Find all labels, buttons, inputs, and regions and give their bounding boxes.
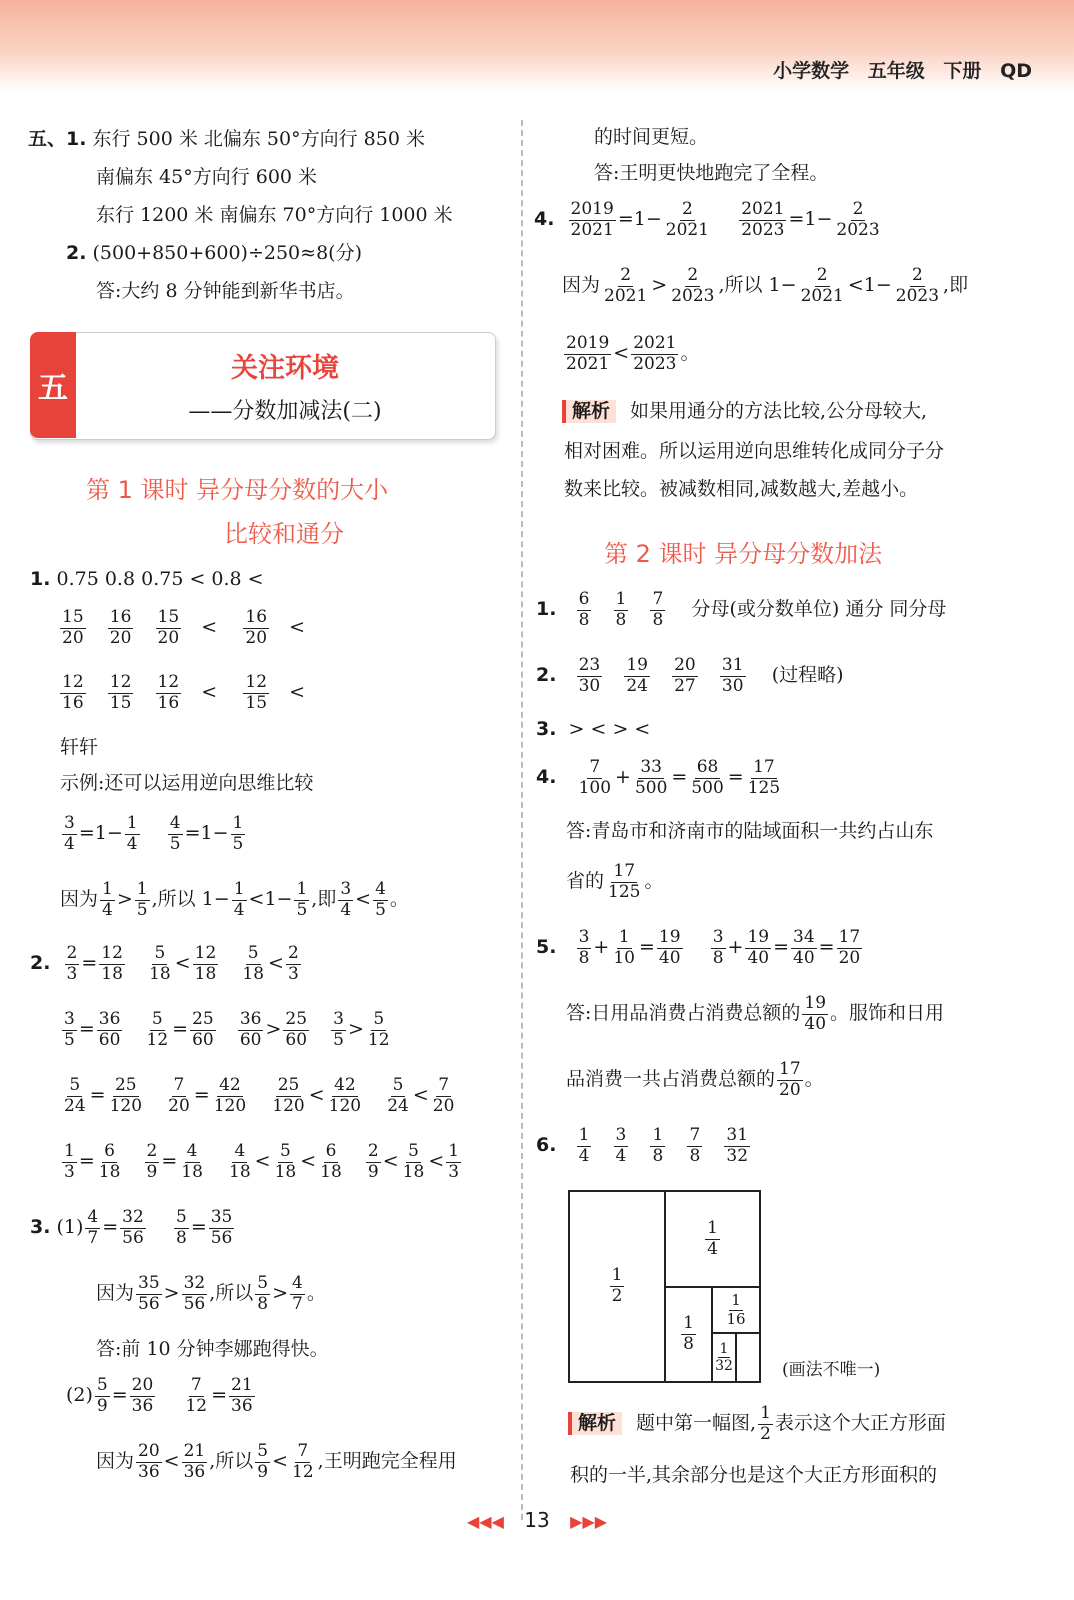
s5-q1-line3: 东行 1200 米 南偏东 70°方向行 1000 米 xyxy=(96,204,453,226)
l-q3-p2-because: 因为 $\frac{20}{36}$ < $\frac{21}{36}$ ,所以 $\frac{5}{9}$ < $\frac{7}{12}$ ,王明跑完全程用 xyxy=(96,1441,457,1482)
r-q4b-ans-b: 省的 $\frac{17}{125}$ 。 xyxy=(566,861,664,902)
fraction-square-diagram: $\frac{1}{2}$ $\frac{1}{4}$ $\frac{1}{8}$ $\frac{1}{16}$ $\frac{1}{32}$ xyxy=(568,1190,761,1383)
s5-q2-answer: 答:大约 8 分钟能到新华书店。 xyxy=(96,280,355,302)
r-q4-result: $\frac{2019}{2021}$ < $\frac{2021}{2023}$ 。 xyxy=(566,333,700,374)
prev-arrows-icon: ◀◀◀ xyxy=(466,1512,504,1531)
l-q3-ans1: 答:前 10 分钟李娜跑得快。 xyxy=(96,1338,329,1360)
s5-q1-line2: 南偏东 45°方向行 600 米 xyxy=(96,166,318,188)
r-q6-note: (画法不唯一) xyxy=(782,1360,881,1380)
header-title: 小学数学 五年级 下册 QD xyxy=(773,60,1032,82)
unit-tag: 五 xyxy=(30,332,76,438)
lesson1-title: 第 1 课时 异分母分数的大小 xyxy=(86,476,389,504)
lesson2-title: 第 2 课时 异分母分数加法 xyxy=(604,540,883,568)
r-q5-ans-b: 品消费一共占消费总额的 $\frac{17}{20}$ 。 xyxy=(566,1059,824,1100)
r-cont2: 答:王明更快地跑完了全程。 xyxy=(594,162,829,184)
r-jiexi1-b: 相对困难。所以运用逆向思维转化成同分子分 xyxy=(564,440,945,462)
l-q2-row1: 2. $\frac{2}{3}$ = $\frac{12}{18}$ $\frac{5}{18}$ < $\frac{12}{18}$ $\frac{5}{18}$ < $\frac{2}{3}$ xyxy=(30,943,299,984)
l-q3-p2: (2) $\frac{5}{9}$ = $\frac{20}{36}$ $\frac{7}{12}$ = $\frac{21}{36}$ xyxy=(66,1375,253,1416)
r-jiexi2-b: 积的一半,其余部分也是这个大正方形面积的 xyxy=(570,1464,938,1486)
r-q4-because: 因为 $\frac{2}{2021}$ > $\frac{2}{2023}$ ,所以 1− $\frac{2}{2021}$ <1− $\frac{2}{2023}$ ,即 xyxy=(562,265,969,306)
page-header xyxy=(0,0,1074,92)
r-q3: 3. > < > < xyxy=(536,718,651,740)
lesson1-title-2: 比较和通分 xyxy=(224,520,344,548)
l-q1-eq: $\frac{3}{4}$ =1− $\frac{1}{4}$ $\frac{4}{5}$ =1− $\frac{1}{5}$ xyxy=(64,813,244,854)
page-number: 13 xyxy=(524,1508,550,1532)
l-q1-because: 因为 $\frac{1}{4}$ > $\frac{1}{5}$ ,所以 1− $\frac{1}{4}$ <1− $\frac{1}{5}$ ,即 $\frac{3}{4}$ < $\frac{4}{5}$ 。 xyxy=(60,879,409,920)
unit-subtitle: ——分数加减法(二) xyxy=(188,399,382,424)
l-q2-row4: $\frac{1}{3}$ = $\frac{6}{18}$ $\frac{2}{9}$ = $\frac{4}{18}$ $\frac{4}{18}$ < $\frac{5}{18}$ < $\frac{6}{18}$ $\frac{2}{9}$ < $\frac{5}{18}$ < $\frac{1}{3}$ xyxy=(64,1141,460,1182)
next-arrows-icon: ▶▶▶ xyxy=(570,1512,607,1531)
l-q3-p1-because: 因为 $\frac{35}{56}$ > $\frac{32}{56}$ ,所以 $\frac{5}{8}$ > $\frac{4}{7}$ 。 xyxy=(96,1273,326,1314)
r-q5-ans-a: 答:日用品消费占消费总额的 $\frac{19}{40}$ 。服饰和日用 xyxy=(566,993,945,1034)
l-q1-fracs2: $\frac{12}{16}$ $\frac{12}{15}$ $\frac{12}{16}$ < $\frac{12}{15}$ < xyxy=(62,672,306,713)
l-q1-example: 示例:还可以运用逆向思维比较 xyxy=(60,772,314,794)
column-divider xyxy=(521,120,523,1520)
l-q1-name: 轩轩 xyxy=(60,736,99,758)
r-cont1: 的时间更短。 xyxy=(594,126,709,148)
jiexi-tag-2: 解析 xyxy=(568,1412,622,1435)
r-q4b: 4. $\frac{7}{100}$ + $\frac{33}{500}$ = $\frac{68}{500}$ = $\frac{17}{125}$ xyxy=(536,757,781,798)
r-q6: 6. $\frac{1}{4}$ $\frac{3}{4}$ $\frac{1}{8}$ $\frac{7}{8}$ $\frac{31}{32}$ xyxy=(536,1125,749,1166)
l-q1-fracs1: $\frac{15}{20}$ $\frac{16}{20}$ $\frac{15}{20}$ < $\frac{16}{20}$ < xyxy=(62,607,306,648)
r-jiexi1-c: 数来比较。被减数相同,减数越大,差越小。 xyxy=(564,478,919,500)
s5-q2-calc: 2. (500+850+600)÷250≈8(分) xyxy=(66,242,362,264)
l-q2-row3: $\frac{5}{24}$ = $\frac{25}{120}$ $\frac{7}{20}$ = $\frac{42}{120}$ $\frac{25}{120}$ < $\frac{42}{120}$ $\frac{5}{24}$ < $\frac{7}{20}$ xyxy=(64,1075,455,1116)
r-q4b-ans-a: 答:青岛市和济南市的陆域面积一共约占山东 xyxy=(566,820,934,842)
r-q1: 1. $\frac{6}{8}$ $\frac{1}{8}$ $\frac{7}{8}$ 分母(或分数单位) 通分 同分母 xyxy=(536,589,947,630)
page-footer xyxy=(0,1508,1074,1532)
l-q2-row2: $\frac{3}{5}$ = $\frac{36}{60}$ $\frac{5}{12}$ = $\frac{25}{60}$ $\frac{36}{60}$ > $\frac{25}{60}$ $\frac{3}{5}$ > $\frac{5}{12}$ xyxy=(64,1009,390,1050)
l-q3-p1: 3. (1) $\frac{4}{7}$ = $\frac{32}{56}$ $\frac{5}{8}$ = $\frac{35}{56}$ xyxy=(30,1207,233,1248)
s5-q1-line1: 五、1. 东行 500 米 北偏东 50°方向行 850 米 xyxy=(28,128,425,150)
r-q5: 5. $\frac{3}{8}$ + $\frac{1}{10}$ = $\frac{19}{40}$ $\frac{3}{8}$ + $\frac{19}{40}$ = $\frac{34}{40}$ = $\frac{17}{20}$ xyxy=(536,927,861,968)
r-q4-eq: 4. $\frac{2019}{2021}$ =1− $\frac{2}{2021}$ $\frac{2021}{2023}$ =1− $\frac{2}{2023}$ xyxy=(534,199,880,240)
l-q1-line1: 1. 0.75 0.8 0.75 < 0.8 < xyxy=(30,568,264,590)
unit-title: 关注环境 xyxy=(231,353,339,384)
r-jiexi1-a: 解析 如果用通分的方法比较,公分母较大, xyxy=(562,400,927,423)
jiexi-tag: 解析 xyxy=(562,400,616,423)
r-jiexi2-a: 解析 题中第一幅图, $\frac{1}{2}$ 表示这个大正方形面 xyxy=(568,1404,946,1444)
r-q2: 2. $\frac{23}{30}$ $\frac{19}{24}$ $\frac{20}{27}$ $\frac{31}{30}$ (过程略) xyxy=(536,655,844,696)
